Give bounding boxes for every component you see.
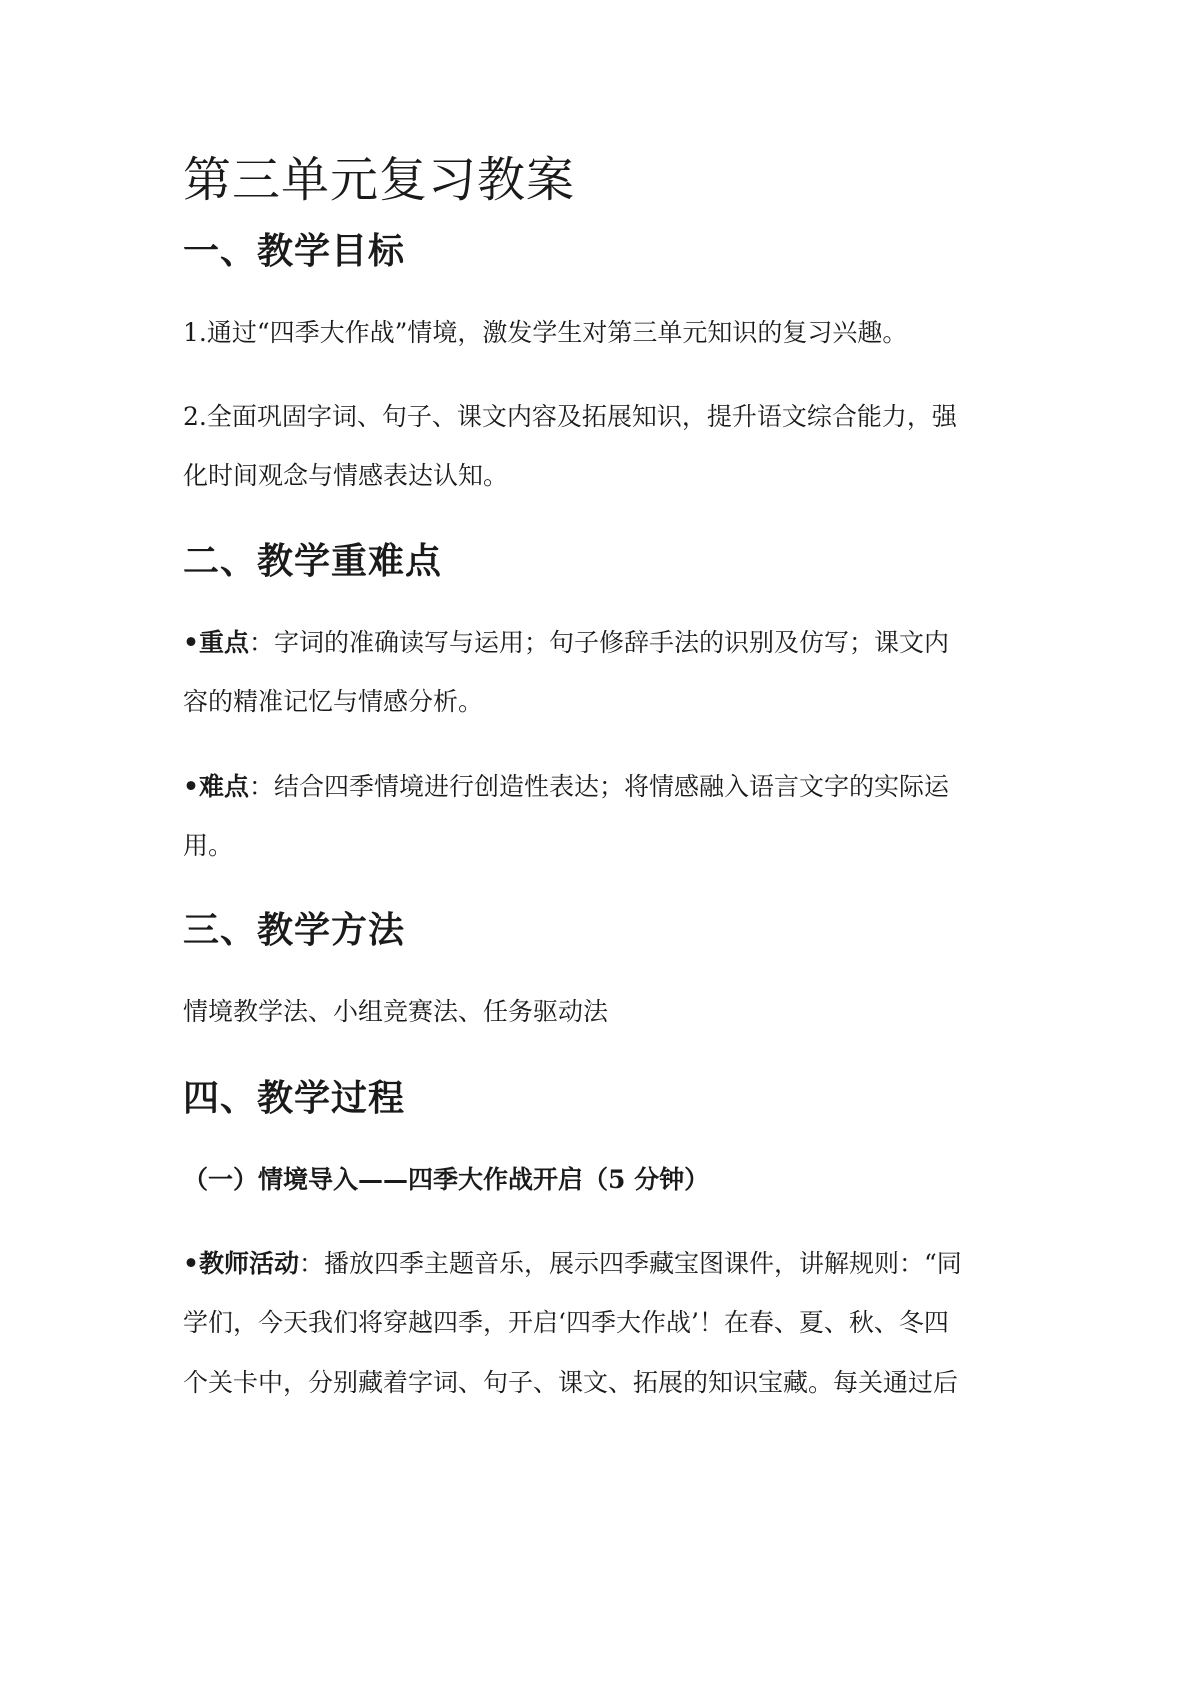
difficulty-text: ：结合四季情境进行创造性表达；将情感融入语言文字的实际运 [249, 772, 950, 801]
teacher-activity-line-2: 学们，今天我们将穿越四季，开启‘四季大作战’！在春、夏、秋、冬四 [183, 1308, 949, 1337]
methods-text: 情境教学法、小组竞赛法、任务驱动法 [183, 997, 609, 1026]
document-title: 第三单元复习教案 [183, 152, 576, 208]
teacher-activity-line-3: 个关卡中，分别藏着字词、句子、课文、拓展的知识宝藏。每关通过后 [183, 1368, 959, 1397]
key-point-text: ：字词的准确读写与运用；句子修辞手法的识别及仿写；课文内 [249, 628, 950, 657]
key-point-line-2: 容的精准记忆与情感分析。 [183, 687, 484, 716]
objective-item-2-line-1: 2.全面巩固字词、句子、课文内容及拓展知识，提升语文综合能力，强 [183, 402, 957, 431]
section-heading-key-points: 二、教学重难点 [183, 540, 443, 582]
objective-item-1: 1.通过“四季大作战”情境，激发学生对第三单元知识的复习兴趣。 [183, 318, 908, 347]
difficulty-label: 难点 [198, 772, 249, 801]
section-heading-process: 四、教学过程 [183, 1077, 406, 1119]
section-heading-methods: 三、教学方法 [183, 909, 406, 951]
bullet-glyph: • [183, 772, 199, 801]
difficulty-line-2: 用。 [183, 831, 234, 860]
bullet-glyph: • [183, 628, 199, 657]
bullet-glyph: • [183, 1249, 199, 1278]
section-heading-objectives: 一、教学目标 [183, 230, 406, 272]
key-point-label: 重点 [198, 628, 249, 657]
teacher-activity-line-1 [183, 1247, 962, 1281]
teacher-activity-text: ：播放四季主题音乐，展示四季藏宝图课件，讲解规则：“同 [299, 1249, 962, 1278]
objective-item-2-line-2: 化时间观念与情感表达认知。 [183, 461, 509, 490]
subsection-heading-intro: （一）情境导入——四季大作战开启（5 分钟） [183, 1165, 710, 1194]
key-point-line-1 [183, 626, 949, 660]
difficulty-line-1 [183, 770, 949, 804]
teacher-activity-label: 教师活动 [198, 1249, 299, 1278]
